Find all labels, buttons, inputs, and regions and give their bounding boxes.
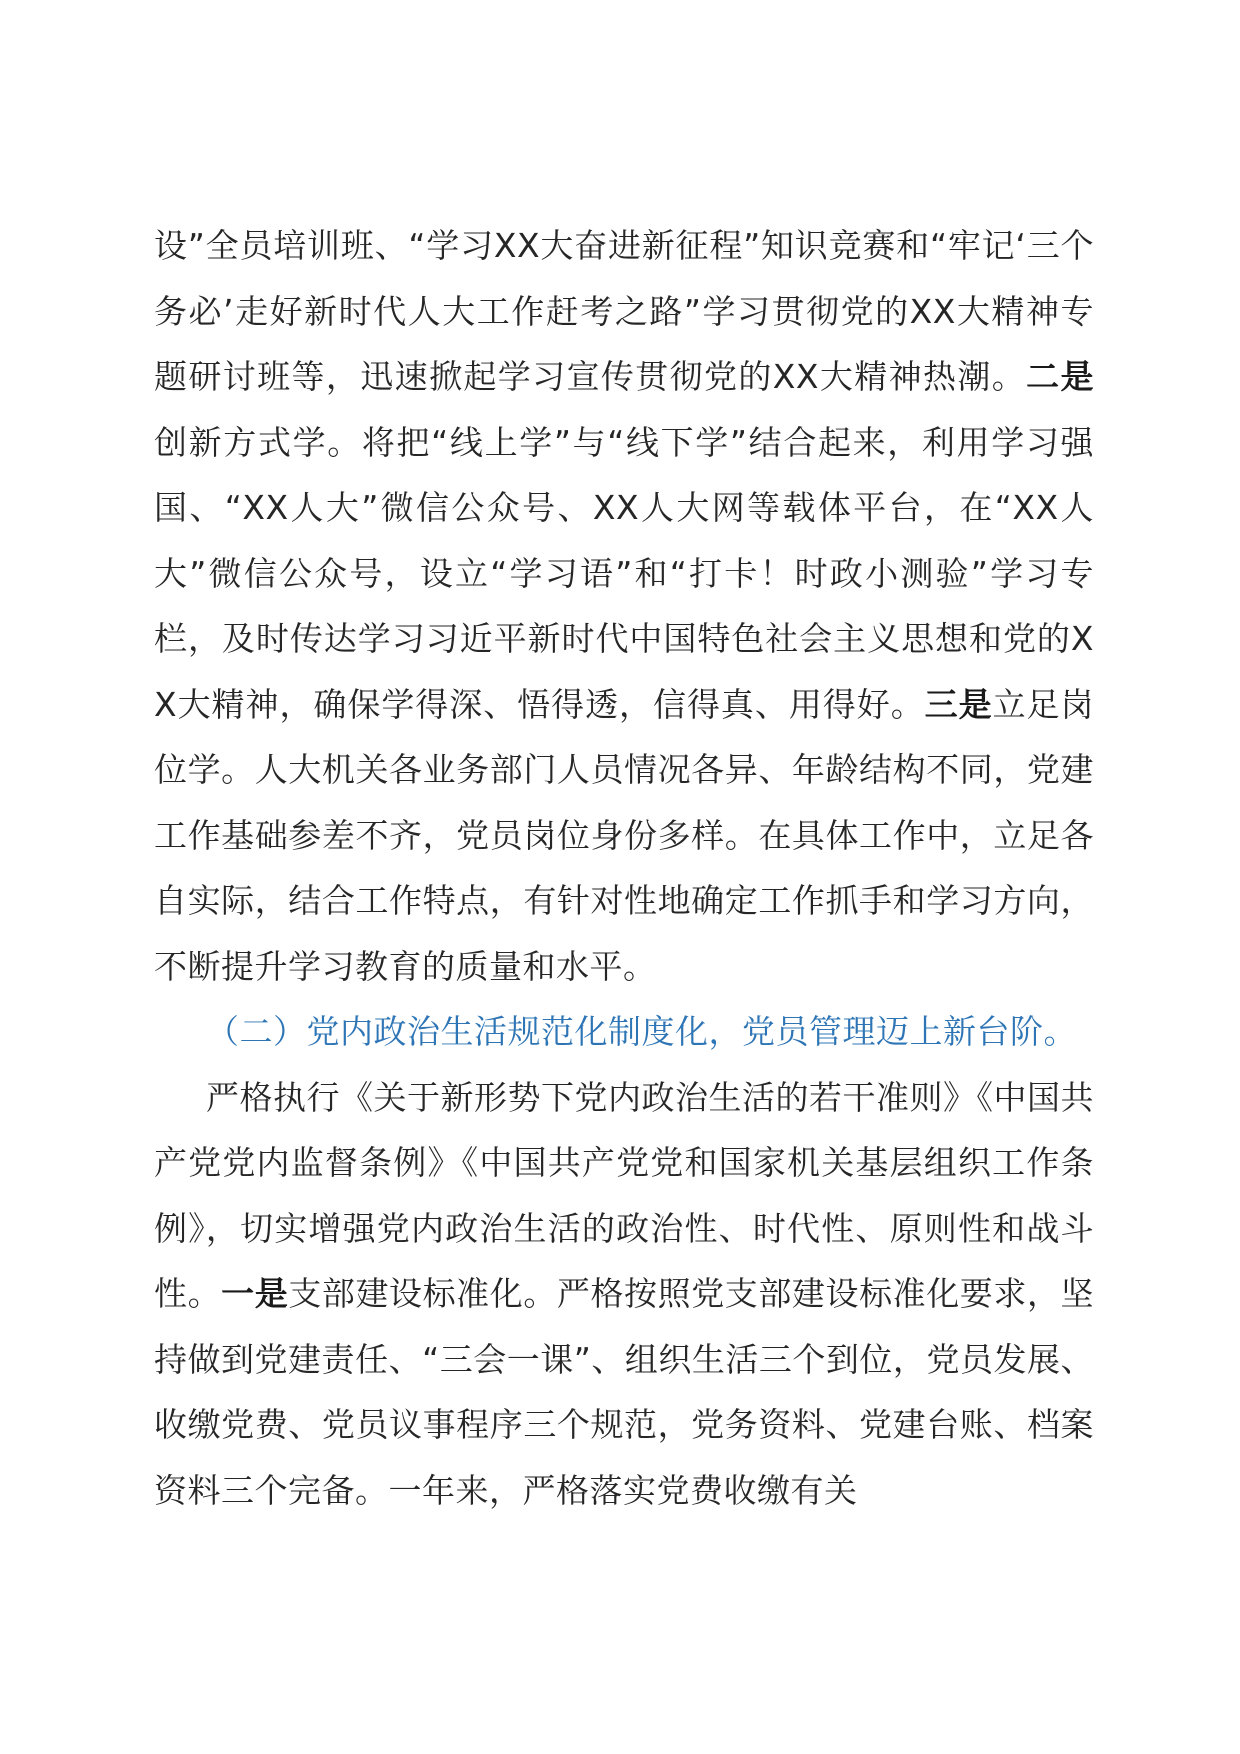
bold-marker-first: 一是	[221, 1274, 289, 1313]
paragraph-text: 支部建设标准化。严格按照党支部建设标准化要求，坚持做到党建责任、“三会一课”、组织生活三个到位，党员发展、收缴党费、党员议事程序三个规范，党务资料、党建台账、档案资料三个完备。一年来，严格落实党费收缴有关	[154, 1274, 1095, 1510]
paragraph-study-methods	[154, 213, 1094, 999]
paragraph-text: 创新方式学。将把“线上学”与“线下学”结合起来，利用学习强国、“XX人大”微信公众号、XX人大网等载体平台，在“XX人大”微信公众号，设立“学习语”和“打卡！时政小测验”学习专栏，及时传达学习习近平新时代中国特色社会主义思想和党的XX大精神，确保学得深、悟得透，信得真、用得好。	[154, 422, 1094, 724]
bold-marker-second: 二是	[1026, 357, 1095, 396]
bold-marker-third: 三是	[924, 684, 993, 724]
paragraph-text: 立足岗位学。人大机关各业务部门人员情况各异、年龄结构不同，党建工作基础参差不齐，党员岗位身份多样。在具体工作中，立足各自实际，结合工作特点，有针对性地确定工作抓手和学习方向，不断提升学习教育的质量和水平。	[154, 684, 1095, 986]
paragraph-party-life	[154, 1065, 1094, 1524]
paragraph-text: 设”全员培训班、“学习XX大奋进新征程”知识竞赛和“牢记‘三个务必’走好新时代人大工作赶考之路”学习贯彻党的XX大精神专题研讨班等，迅速掀起学习宣传贯彻党的XX大精神热潮。	[154, 226, 1094, 396]
paragraph-text: 严格执行《关于新形势下党内政治生活的若干准则》《中国共产党党内监督条例》《中国共产党党和国家机关基层组织工作条例》，切实增强党内政治生活的政治性、时代性、原则性和战斗性。	[154, 1077, 1094, 1313]
document-body	[154, 213, 1094, 1523]
section-heading: （二）党内政治生活规范化制度化，党员管理迈上新台阶。	[206, 1012, 1077, 1051]
